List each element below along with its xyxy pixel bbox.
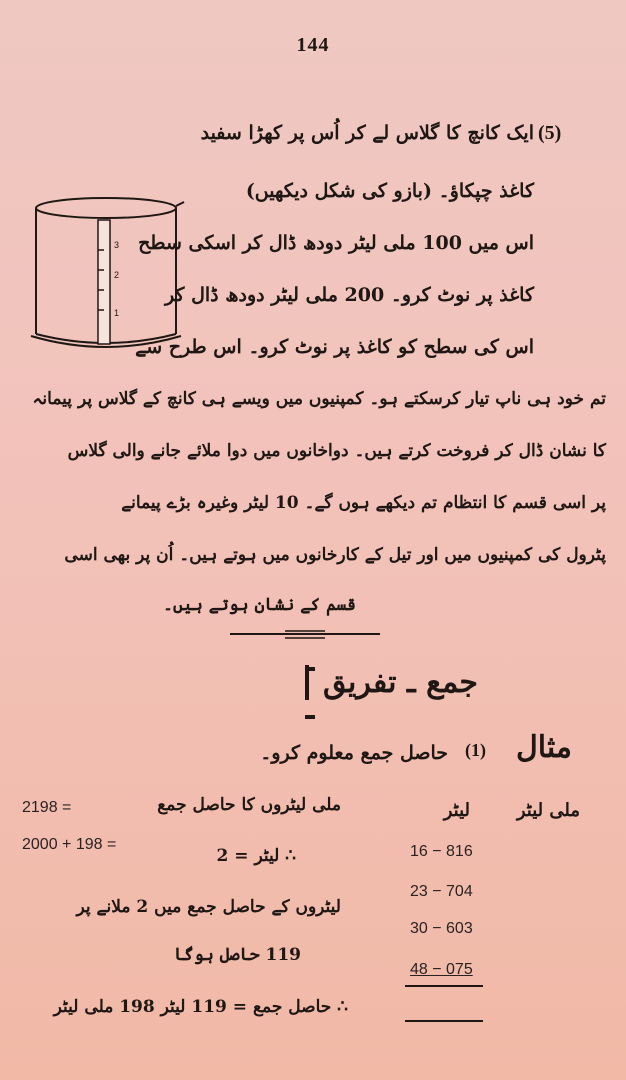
sum-line-top (405, 985, 483, 987)
addition-row-4: 48 − 075 (410, 961, 473, 978)
ml-sum-label: ملی لیٹروں کا حاصل جمع (157, 795, 341, 815)
exercise-number: (5) (538, 122, 562, 144)
beaker-illustration (28, 192, 188, 357)
addition-row-2: 23 − 704 (410, 883, 473, 900)
beaker-mark-2: 2 (114, 270, 120, 280)
example-instruction: حاصل جمع معلوم کرو۔ (260, 742, 448, 764)
result-line: 119 حاصل ہوگا (173, 945, 301, 965)
litre-carry: ∴ لیٹر = 2 (216, 846, 296, 866)
section-divider (230, 628, 380, 642)
example-word: مثال (515, 730, 572, 765)
paragraph-line-10: قسم کے نشان ہوتے ہیں۔ (162, 595, 356, 615)
column-litre: لیٹر (443, 800, 470, 821)
sum-line-bottom (405, 1020, 483, 1022)
section-title (305, 665, 492, 700)
addition-row-3: 30 − 603 (410, 920, 473, 937)
paragraph-line-6: تم خود ہی ناپ تیار کرسکتے ہو۔ کمپنیوں میں ویسے ہی کانچ کے گلاس پر پیمانہ (32, 389, 606, 409)
paragraph-line-9: پٹرول کی کمپنیوں میں اور تیل کے کارخانوں میں ہوتے ہیں۔ اُن پر بھی اسی (64, 545, 606, 565)
add-line: لیٹروں کے حاصل جمع میں 2 ملانے پر (76, 897, 341, 917)
ml-split: 2000 + 198 = (22, 836, 117, 853)
beaker-mark-1: 1 (114, 308, 120, 318)
example-number: (1) (465, 740, 486, 760)
paragraph-line-7: کا نشان ڈال کر فروخت کرتے ہیں۔ دواخانوں میں دوا ملائے جانے والی گلاس (67, 441, 606, 461)
column-ml: ملی لیٹر (516, 800, 580, 821)
beaker-mark-3: 3 (114, 240, 120, 250)
section-title-text: جمع ـ تفریق (323, 665, 478, 700)
paragraph-line-1: ایک کانچ کا گلاس لے کر اُس پر کھڑا سفید (200, 122, 534, 144)
final-line: ∴ حاصل جمع = 119 لیٹر 198 ملی لیٹر (53, 997, 348, 1017)
paragraph-line-8: پر اسی قسم کا انتظام تم دیکھے ہوں گے۔ 10 لیٹر وغیرہ بڑے پیمانے (121, 493, 606, 513)
addition-row-1: 16 − 816 (410, 843, 473, 860)
paragraph-line-4: کاغذ پر نوٹ کرو۔ 200 ملی لیٹر دودھ ڈال کر (164, 284, 534, 306)
paragraph-line-5: اس کی سطح کو کاغذ پر نوٹ کرو۔ اس طرح سے (135, 336, 534, 358)
page-number: 144 (296, 34, 330, 56)
paragraph-line-2: کاغذ چپکاؤ۔ (بازو کی شکل دیکھیں) (245, 180, 534, 202)
paragraph-line-3: اس میں 100 ملی لیٹر دودھ ڈال کر اسکی سطح (138, 232, 534, 254)
ml-sum-value: 2198 = (22, 799, 72, 816)
